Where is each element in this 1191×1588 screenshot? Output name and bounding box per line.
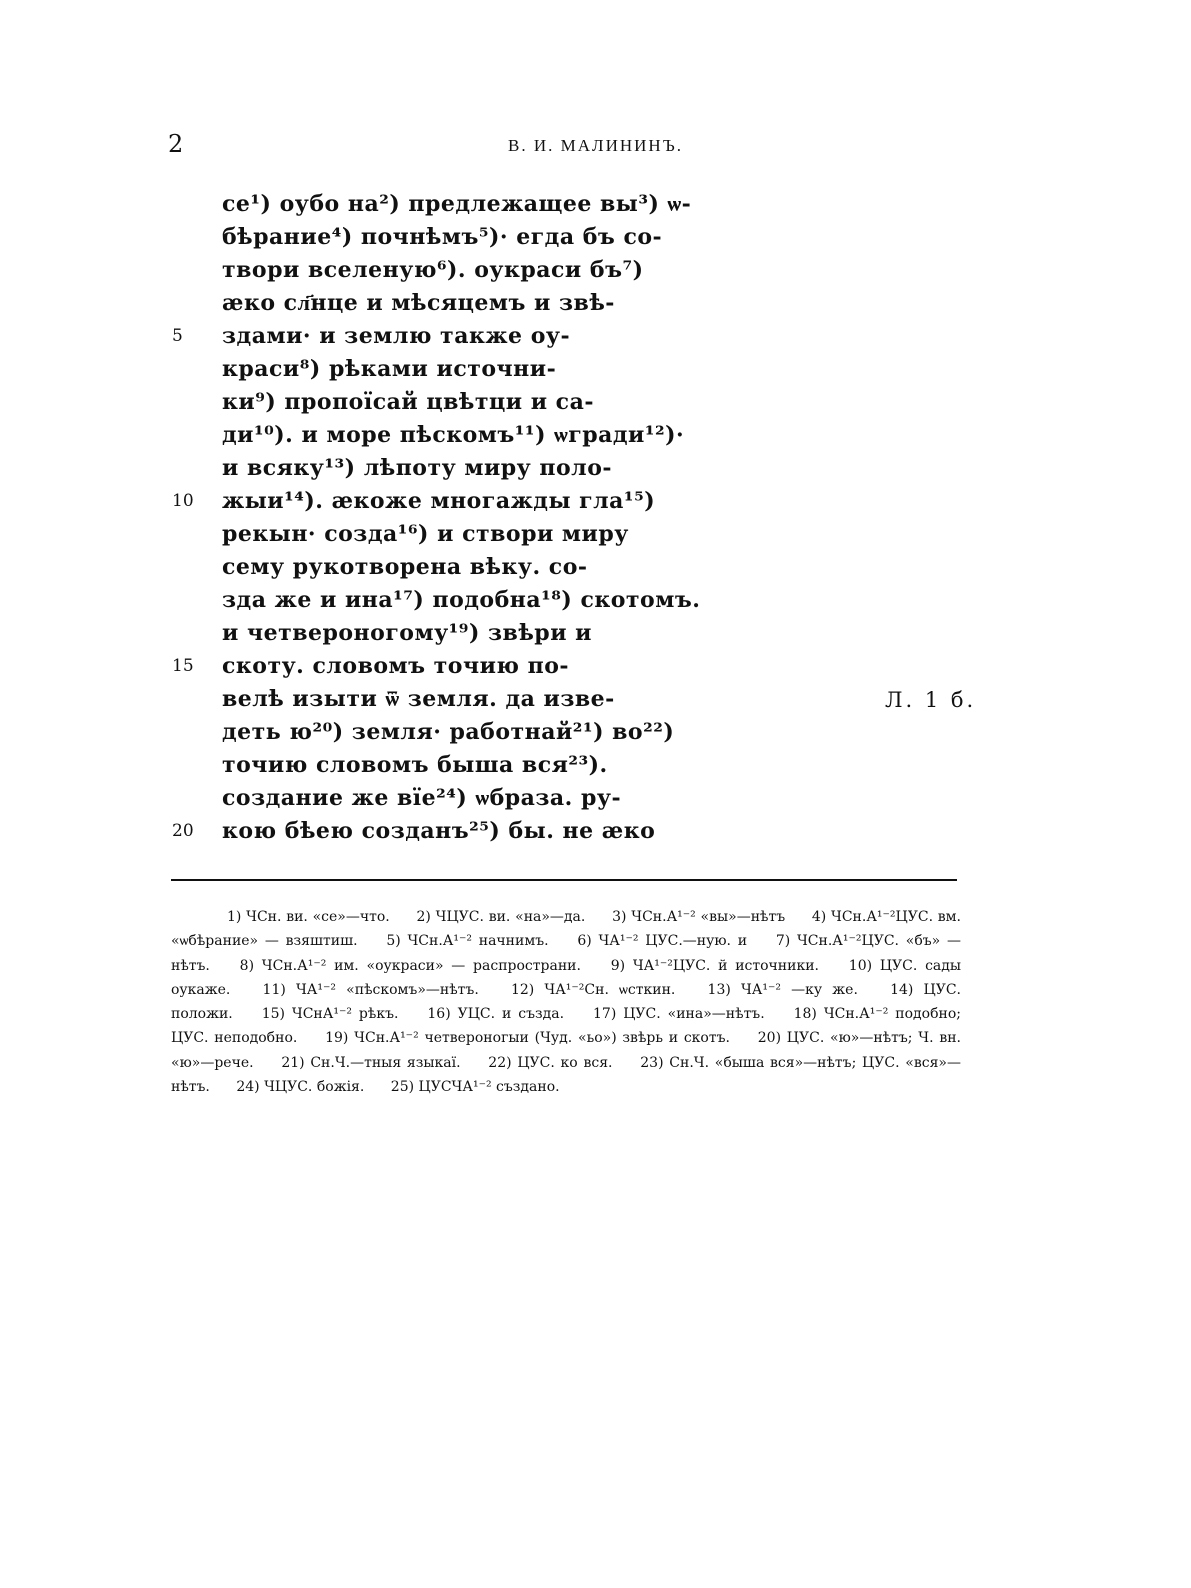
text-line: велѣ изыти ѿ земля. да изве- [222,686,615,712]
text-line: точию словомъ быша вся²³). [222,752,608,778]
text-line: сему рукотворена вѣку. со- [222,554,588,580]
footnote: 6) ЧА¹⁻² ЦУС.—ную. и [577,933,748,950]
footnote: 4) ЧСн.А¹⁻²ЦУС. вм. «ѡбѣрание» — взяштиш. [171,909,962,950]
text-line: скоту. словомъ точию по- [222,653,570,679]
footnote: 22) ЦУС. ко вся. [488,1054,613,1071]
text-line: и всяку¹³) лѣпоту миру поло- [222,455,612,481]
footnote: 14) ЦУС. положи. [171,981,961,1023]
text-line: краси⁸) рѣками источни- [222,356,557,382]
footnote: 17) ЦУС. «ина»—нѣтъ. [593,1006,765,1023]
margin-folio-note: Л. 1 б. [885,688,977,712]
footnote: 7) ЧСн.А¹⁻²ЦУС. «бъ» — нѣтъ. [171,933,961,974]
text-line: зда же и ина¹⁷) подобна¹⁸) скотомъ. [222,587,701,613]
text-line: ди¹⁰). и море пѣскомъ¹¹) ѡгради¹²)· [222,422,685,448]
footnotes [171,905,961,1099]
footnote: 21) Сн.Ч.—тныя языкаї. [281,1054,461,1071]
footnote: 18) ЧСн.А¹⁻² подобно; ЦУС. неподобно. [171,1006,961,1047]
line-number: 10 [172,491,194,511]
footnote-rule [171,879,957,881]
footnote: 15) ЧСнА¹⁻² рѣкъ. [261,1006,399,1023]
footnote: 9) ЧА¹⁻²ЦУС. й источники. [610,957,820,974]
footnote: 20) ЦУС. «ю»—нѣтъ; Ч. вн. «ю»—рече. [171,1030,961,1071]
footnote: 11) ЧА¹⁻² «пѣскомъ»—нѣтъ. [262,981,479,998]
text-line: жыи¹⁴). ӕкоже многажды гла¹⁵) [222,488,656,514]
line-number: 20 [172,821,194,841]
footnote: 24) ЧЦУС. божія. [236,1079,365,1096]
line-number: 5 [172,326,183,346]
footnote: 5) ЧСн.А¹⁻² начнимъ. [386,933,549,950]
text-line: и четвероногому¹⁹) звѣри и [222,620,592,646]
footnote: 25) ЦУСЧА¹⁻² създано. [390,1079,560,1096]
line-number: 15 [172,656,194,676]
text-line: кою бѣею созданъ²⁵) бы. не ӕко [222,818,656,844]
text-line: ки⁹) пропоїсай цвѣтци и са- [222,389,594,415]
footnote: 1) ЧСн. ви. «се»—что. [227,909,390,925]
text-line: деть ю²⁰) земля· работнай²¹) во²²) [222,719,675,745]
text-line: се¹) оубо на²) предлежащее вы³) ѡ- [222,191,692,217]
text-line: рекын· созда¹⁶) и створи миру [222,521,629,547]
text-line: ӕко сл҃нце и мѣсяцемъ и звѣ- [222,290,615,316]
text-line: твори вселеную⁶). оукраси бъ⁷) [222,257,644,283]
footnote: 19) ЧСн.А¹⁻² четвероногыи (Чуд. «ьо») звѣрь и скотъ. [325,1030,730,1047]
footnote: 8) ЧСн.А¹⁻² им. «оукраси» — распространи. [239,957,581,974]
footnote: 3) ЧСн.А¹⁻² «вы»—нѣтъ [612,909,786,925]
footnote: 13) ЧА¹⁻² —ку же. [707,981,858,998]
text-line: здами· и землю также оу- [222,323,571,349]
page-number: 2 [168,130,184,158]
footnote: 2) ЧЦУС. ви. «на»—да. [416,909,586,925]
footnote: 10) ЦУС. сады оукаже. [171,957,962,998]
footnote: 12) ЧА¹⁻²Сн. ѡсткин. [510,981,676,998]
running-head: В. И. МАЛИНИНЪ. [508,136,683,155]
footnote: 23) Сн.Ч. «быша вся»—нѣтъ; ЦУС. «вся»—нѣтъ. [171,1054,961,1096]
footnote: 16) УЦС. и създа. [427,1006,565,1023]
text-line: создание же вїе²⁴) ѡбраза. ру- [222,785,622,811]
text-line: бѣрание⁴) почнѣмъ⁵)· егда бъ со- [222,224,663,250]
